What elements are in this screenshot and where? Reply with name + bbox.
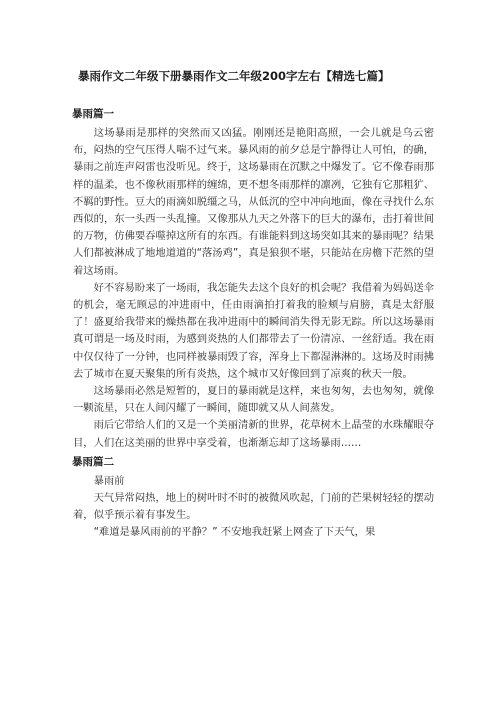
paragraph: 暴雨前 [93,474,125,487]
document-title: 暴雨作文二年级下册暴雨作文二年级200字左右【精选七篇】 [78,69,390,83]
paragraph: 这场暴雨必然是短暂的，夏日的暴雨就是这样，来也匆匆，去也匆匆，就像一颗流星，只在人间闪耀了一瞬间，随即就又从人间蒸发。 [73,385,434,415]
paragraph: 雨后它带给人们的又是一个美丽清新的世界，花草树木上晶莹的水珠耀眼夺目，人们在这美丽的世界中享受着，也渐渐忘却了这场暴雨…… [73,419,434,449]
section-heading: 暴雨篇一 [72,108,114,120]
paragraph: 好不容易盼来了一场雨，我怎能失去这个良好的机会呢？我借着为妈妈送伞的机会，毫无顾忌的冲进雨中，任由雨滴拍打着我的脸颊与肩膀，真是太舒服了！盛夏给我带来的燥热都在我冲进雨中的瞬间消失得无影无踪。所以这场暴雨真可谓是一场及时雨，为感到炎热的人们都带去了一份清凉、一丝舒适。我在雨中仅仅待了一分钟，也同样被暴雨毁了容，浑身上下都湿淋淋的。这场及时雨拂去了城市在夏天聚集的所有炎热，这个城市又好像回到了凉爽的秋天一般。 [73,281,434,380]
essay-section-2 [73,454,434,542]
essay-section-1 [73,106,434,452]
section-heading: 暴雨篇二 [72,455,114,468]
paragraph: “难道是暴风雨前的平静？” 不安地我赶紧上网查了下天气，果 [93,526,376,539]
paragraph: 天气异常闷热，地上的树叶时不时的被微风吹起，门前的芒果树轻轻的摆动着，似乎预示着有事发生。 [73,492,434,522]
paragraph: 这场暴雨是那样的突然而又凶猛。刚刚还是艳阳高照，一会儿就是乌云密布，闷热的空气压得人喘不过气来。暴风雨的前夕总是宁静得让人可怕，的确，暴雨之前连声闷雷也没听见。终于，这场暴雨在沉默之中爆发了。它不像春雨那样的温柔，也不像秋雨那样的缠绵，更不想冬雨那样的凛冽，它独有它那粗犷、不羁的野性。豆大的雨滴如脱缰之马，从低沉的空中冲向地面，像在寻找什么东西似的，东一头西一头乱撞。又像那从九天之外落下的巨大的瀑布，击打着世间的万物，仿佛要吞噬掉这所有的东西。有谁能料到这场突如其来的暴雨呢？结果人们都被淋成了地地道道的“落汤鸡”，真是狼狈不堪，只能站在房檐下茫然的望着这场雨。 [73,127,434,277]
